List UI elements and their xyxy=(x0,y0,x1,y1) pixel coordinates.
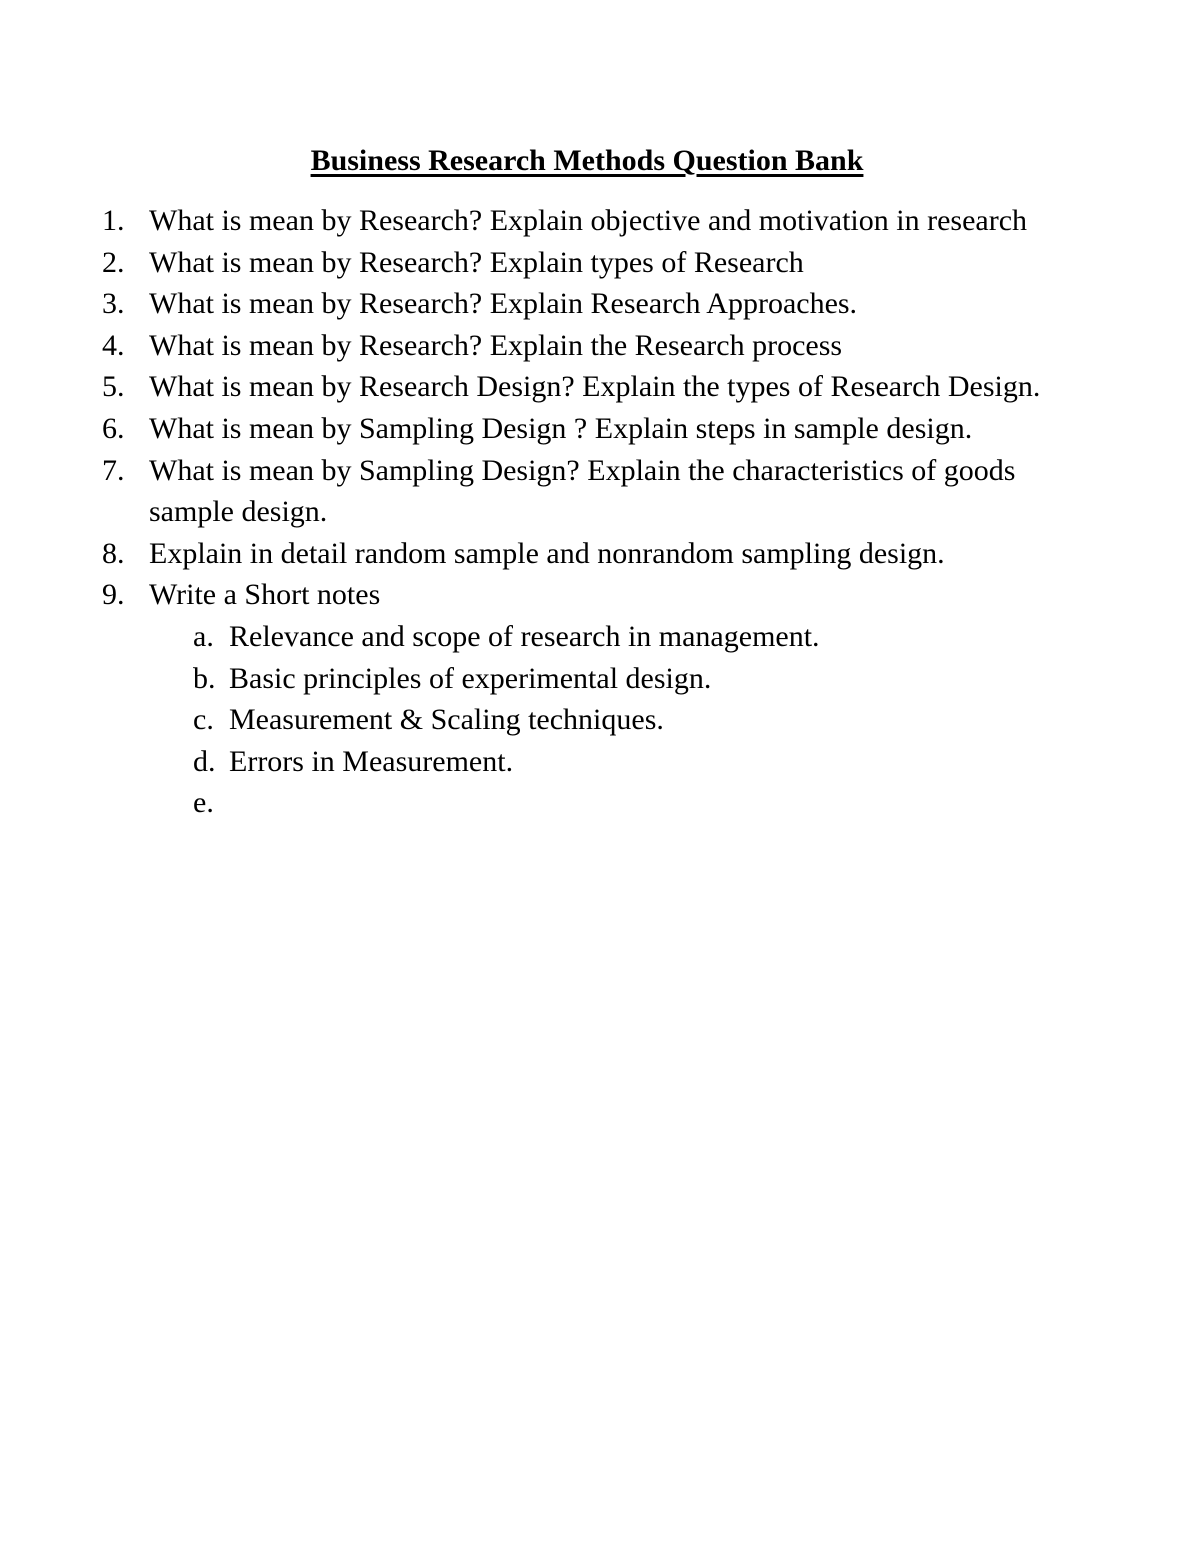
question-text: What is mean by Research? Explain types of Research xyxy=(149,245,804,279)
short-note-item xyxy=(0,616,1200,658)
short-note-text: Relevance and scope of research in management. xyxy=(229,619,820,653)
question-item xyxy=(0,325,1200,367)
question-text: What is mean by Research? Explain objective and motivation in research xyxy=(149,204,1028,237)
question-number: 2. xyxy=(102,245,125,279)
question-item xyxy=(0,366,1200,408)
question-item xyxy=(0,450,1200,533)
short-note-item xyxy=(0,658,1200,700)
question-text: What is mean by Research? Explain Research Approaches. xyxy=(149,287,858,321)
short-note-letter: b. xyxy=(193,661,216,695)
question-number: 9. xyxy=(102,578,125,612)
question-text: What is mean by Research? Explain the Research process xyxy=(149,328,843,362)
question-text: What is mean by Sampling Design? Explain the characteristics of goods sample design. xyxy=(149,453,1016,529)
question-number: 7. xyxy=(102,453,125,487)
question-text: Write a Short notes xyxy=(149,578,381,612)
question-item xyxy=(0,574,1200,824)
question-number: 5. xyxy=(102,370,125,404)
question-text: What is mean by Research Design? Explain the types of Research Design. xyxy=(149,370,1041,404)
short-note-item xyxy=(0,741,1200,783)
question-number: 8. xyxy=(102,536,125,570)
short-note-text: Basic principles of experimental design. xyxy=(229,661,712,695)
short-note-letter: e. xyxy=(193,786,214,820)
short-note-letter: d. xyxy=(193,744,216,778)
question-number: 4. xyxy=(102,328,125,362)
page-title: Business Research Methods Question Bank xyxy=(310,144,864,177)
question-number: 1. xyxy=(102,204,125,237)
short-note-item xyxy=(0,699,1200,741)
question-item xyxy=(0,533,1200,575)
short-note-letter: c. xyxy=(193,703,214,737)
question-item xyxy=(0,242,1200,284)
question-list xyxy=(0,200,1200,824)
question-item xyxy=(0,283,1200,325)
question-number: 6. xyxy=(102,411,125,445)
question-text: What is mean by Sampling Design ? Explain steps in sample design. xyxy=(149,411,973,445)
short-note-text: Errors in Measurement. xyxy=(229,744,514,778)
short-note-letter: a. xyxy=(193,619,214,653)
question-number: 3. xyxy=(102,287,125,321)
question-text: Explain in detail random sample and nonrandom sampling design. xyxy=(149,536,945,570)
short-notes-list xyxy=(0,616,1200,824)
short-note-text xyxy=(229,782,1200,824)
short-note-text: Measurement & Scaling techniques. xyxy=(229,703,664,737)
question-item xyxy=(0,200,1200,242)
short-note-item xyxy=(0,782,1200,824)
question-item xyxy=(0,408,1200,450)
